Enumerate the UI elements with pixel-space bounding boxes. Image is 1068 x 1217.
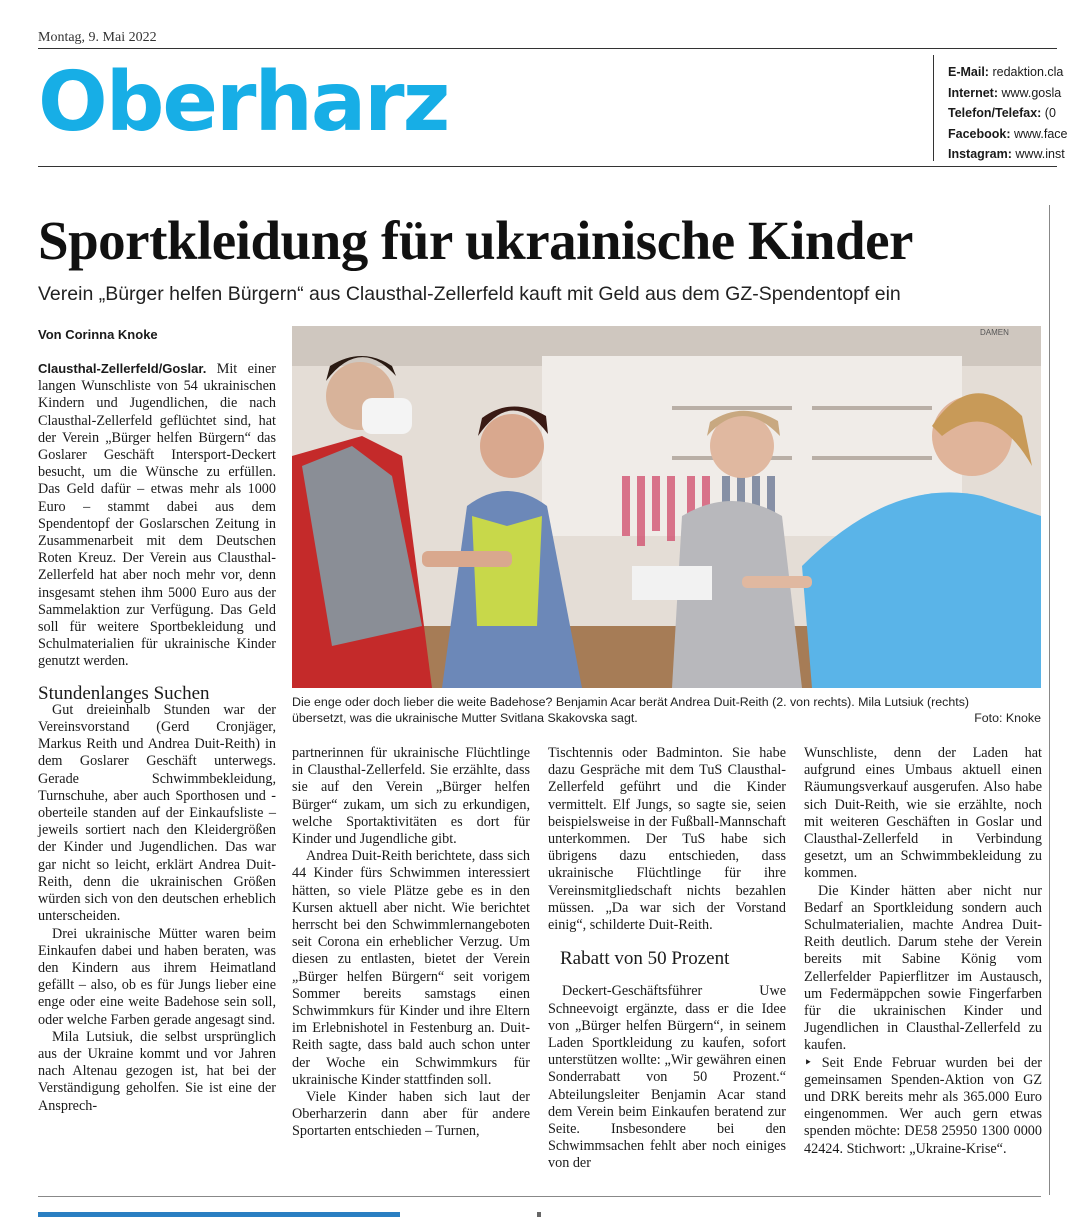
contact-phone: Telefon/Telefax: (0 (948, 106, 1056, 120)
photo-shop-sign: DAMEN (980, 328, 1009, 337)
paragraph: Tischtennis oder Badminton. Sie habe dazu Gespräche mit dem TuS Clausthal-Zellerfeld geführt und die Kinder vermittelt. Elf Jungs, so sagte sie, seien beispielsweise in der Fußball-Mannschaft unterkommen. Der TuS habe sich übrigens dazu entschieden, dass ukrainische Flüchtlinge für ihre Vereinsmitgliedschaft nichts bezahlen müssen. „Da war sich der Vorstand einig“, schilderte Duit-Reith. (548, 745, 786, 934)
article-column-4 (804, 745, 1042, 1158)
contact-internet: Internet: www.gosla (948, 85, 1062, 100)
lead-paragraph: Clausthal-Zellerfeld/Goslar. Mit einer langen Wunschliste von 54 ukrainischen Kindern und Jugendlichen, die nach Clausthal-Zellerfeld geflüchtet sind, hat der Verein „Bürger helfen Bürgern“ das Goslarer Geschäft Intersport-Deckert besucht, um die Wünsche zu erfüllen. Das Geld dafür – etwas mehr als 1000 Euro – stammt dabei aus dem Spendentopf der Goslarschen Zeitung in Zusammenarbeit mit dem Deutschen Roten Kreuz. Der Verein aus Clausthal-Zellerfeld hat aber noch mehr vor, denn insgesamt stehen ihm 5000 Euro aus der Sammelaktion zur Verfügung. Das Geld soll für weitere Sportbekleidung und Schulmaterialien für ukrainische Kinder genutzt werden. (38, 361, 276, 670)
article-column-3 (548, 745, 786, 1173)
section-masthead: Oberharz (38, 55, 449, 150)
paragraph: Drei ukrainische Mütter waren beim Einkaufen dabei und haben beraten, was den Kindern aus ihrem Heimatland gefällt – also, ob es für Jungs lieber eine enge oder eine weite Badehose sein soll, oder welche Farben gerade angesagt sind. (38, 925, 276, 1028)
paragraph: Die Kinder hätten aber nicht nur Bedarf an Sportkleidung sondern auch Schulmaterialien, machte Andrea Duit-Reith deutlich. Darum stehe der Verein bereits mit Sabine König vom Zellerfelder Papierflitzer im Austausch, um Federmäppchen sowie Fingerfarben für die ukrainischen Kinder und Jugendlichen in Clausthal-Zellerfeld zu kaufen. (804, 882, 1042, 1054)
contact-facebook: Facebook: www.face (948, 126, 1068, 141)
contact-box (933, 55, 1068, 161)
article-column-2 (292, 745, 530, 1141)
photo-caption (292, 694, 1041, 726)
donation-info: ‣ Seit Ende Februar wurden bei der gemeinsamen Spenden-Aktion von GZ und DRK bereits mehr als 365.000 Euro eingenommen. Wer auch gern etwas spenden möchte: DE58 25950 1300 0000 42424. Stichwort: „Ukraine-Krise“. (804, 1054, 1042, 1157)
next-article-bar (38, 1212, 400, 1217)
photo-caption-text: Die enge oder doch lieber die weite Badehose? Benjamin Acar berät Andrea Duit-Reith (2. von rechts). Mila Lutsiuk (rechts) übersetzt, was die ukrainische Mutter Svitlana Skakovska sagt. (292, 695, 970, 725)
photo-illustration (292, 326, 1041, 688)
paragraph: Gut dreieinhalb Stunden war der Vereinsvorstand (Gerd Cronjäger, Markus Reith und Andrea Duit-Reith) in dem Goslarer Geschäft unterwegs. Gerade Schwimmbekleidung, Turnschuhe, aber auch Sporthosen und -oberteile standen auf der Einkaufsliste – jeweils sortiert nach den Kleidergrößen der Kinder und Jugendlichen. Das war gar nicht so leicht, erklärt Andrea Duit-Reith, denn die ukrainischen Größen würden sich von den deutschen erheblich unterscheiden. (38, 701, 276, 925)
next-article-marker (537, 1212, 541, 1217)
issue-date: Montag, 9. Mai 2022 (38, 30, 157, 45)
contact-instagram: Instagram: www.inst (948, 147, 1065, 161)
article-headline: Sportkleidung für ukrainische Kinder (38, 210, 913, 271)
subtitle-rabatt: Rabatt von 50 Prozent (560, 948, 730, 970)
paragraph: Viele Kinder haben sich laut der Oberharzerin dann aber für andere Sportarten entschieden – Turnen, (292, 1089, 530, 1140)
article-column-1 (38, 360, 276, 1115)
paragraph: Wunschliste, denn der Laden hat aufgrund eines Umbaus aktuell einen Räumungsverkauf ausgerufen. Also habe sich Duit-Reith, wie sie erzählte, noch mit weiteren Geschäften in Goslar und Clausthal-Zellerfeld in Verbindung gesetzt, um an Schwimmbekleidung zu kommen. (804, 745, 1042, 882)
paragraph: partnerinnen für ukrainische Flüchtlinge in Clausthal-Zellerfeld. Sie erzählte, dass sie auf den Verein „Bürger helfen Bürger“ zukam, um sich zu erkundigen, welche Sportaktivitäten es dort für Kinder und Jugendliche gibt. (292, 745, 530, 848)
masthead-rule (38, 166, 1057, 167)
top-rule (38, 48, 1057, 49)
bottom-rule (38, 1196, 1041, 1197)
subtitle-stundenlanges-suchen: Stundenlanges Suchen (38, 682, 210, 704)
contact-email: E-Mail: redaktion.cla (948, 65, 1064, 79)
article-subheadline: Verein „Bürger helfen Bürgern“ aus Clausthal-Zellerfeld kauft mit Geld aus dem GZ-Spendentopf ein (38, 283, 901, 305)
article-author: Von Corinna Knoke (38, 327, 158, 342)
column-frame-right (1049, 205, 1050, 1195)
paragraph: Mila Lutsiuk, die selbst ursprünglich aus der Ukraine kommt und vor Jahren nach Altenau gezogen ist, hat bei der Verständigung geholfen. Sie ist eine der Ansprech- (38, 1028, 276, 1114)
paragraph: Andrea Duit-Reith berichtete, dass sich 44 Kinder fürs Schwimmen interessiert hätten, so viele Plätze gebe es in den Kursen aktuell aber nicht. Wie berichtet herrscht bei den Schwimmlernangeboten seit Corona ein erheblicher Verzug. Um diesen zu entlasten, bietet der Verein „Bürger helfen Bürgern“ seit vorigem Sommer bereits samstags einen Schwimmkurs für Kinder und ihre Eltern im Erlebnishotel in Festenburg an. Duit-Reith sagte, dass bald auch schon unter der Woche ein Schwimmkurs für ukrainische Kinder stattfinden soll. (292, 848, 530, 1088)
paragraph: Deckert-Geschäftsführer Uwe Schneevoigt ergänzte, dass er die Idee von „Bürger helfen Bürgern“, in seinem Laden Sportkleidung zu kaufen, sofort unterstützen wollte: „Wir gewähren einen Sonderrabatt von 50 Prozent.“ Abteilungsleiter Benjamin Acar stand dem Verein beim Einkaufen beratend zur Seite. Insbesondere bei den Schwimmsachen fehlt aber noch einiges von der (548, 983, 786, 1172)
photo-credit: Foto: Knoke (974, 711, 1041, 725)
article-photo (292, 326, 1041, 688)
